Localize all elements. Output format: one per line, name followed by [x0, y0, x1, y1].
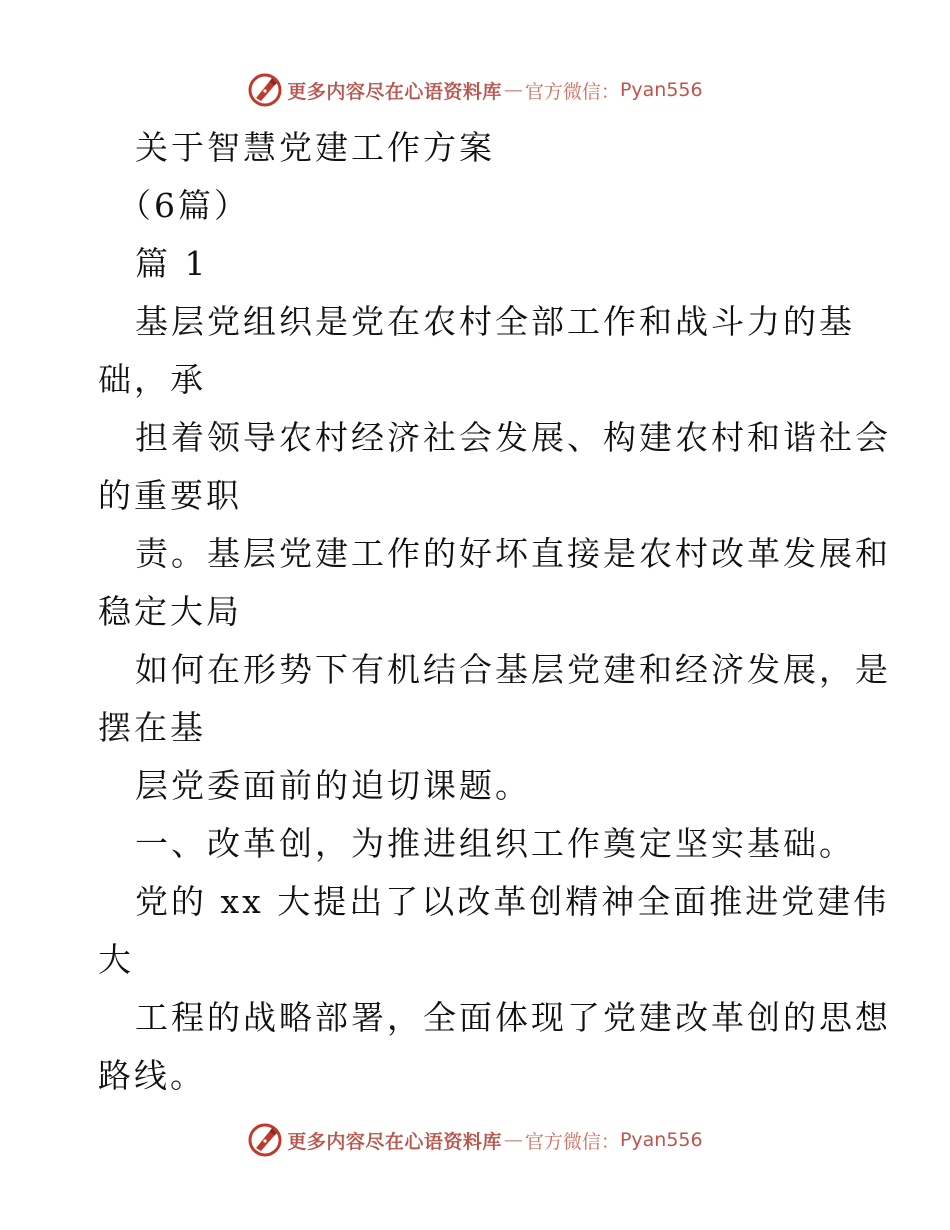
banner-text: 更多内容尽在心语资料库: [287, 80, 502, 103]
paragraph-line: 如何在形势下有机结合基层党建和经济发展，是: [135, 650, 891, 689]
banner-wechat-id: Pyan556: [619, 1129, 703, 1151]
banner-wechat-id: Pyan556: [619, 79, 703, 101]
pen-nib-logo-icon: [247, 72, 283, 108]
paragraph-line: 责。基层党建工作的好坏直接是农村改革发展和: [135, 534, 891, 573]
paragraph-line: 路线。: [98, 1056, 206, 1095]
paragraph-line: 党的 xx 大提出了以改革创精神全面推进党建伟: [135, 882, 890, 921]
paragraph-line: 稳定大局: [98, 592, 242, 631]
document-title: 关于智慧党建工作方案: [135, 128, 495, 167]
header-banner: [0, 68, 950, 112]
footer-banner: [0, 1118, 950, 1162]
banner-separator: —: [503, 1129, 523, 1151]
paragraph-line: 摆在基: [98, 708, 206, 747]
paragraph-line: 层党委面前的迫切课题。: [135, 766, 531, 805]
paragraph-line: 工程的战略部署，全面体现了党建改革创的思想: [135, 998, 891, 1037]
banner-separator: —: [503, 79, 523, 101]
pen-nib-logo-icon: [247, 1122, 283, 1158]
banner-suffix: 官方微信：: [524, 1130, 620, 1153]
paragraph-line: 的重要职: [98, 476, 242, 515]
heading-line: 一、改革创，为推进组织工作奠定坚实基础。: [135, 824, 855, 863]
paragraph-line: 础，承: [98, 360, 206, 399]
section-heading: 篇 1: [135, 244, 209, 283]
document-subtitle: （6篇）: [118, 186, 250, 225]
banner-text: 更多内容尽在心语资料库: [287, 1130, 502, 1153]
paragraph-line: 大: [98, 940, 134, 979]
banner-suffix: 官方微信：: [524, 80, 620, 103]
paragraph-line: 基层党组织是党在农村全部工作和战斗力的基: [135, 302, 855, 341]
paragraph-line: 担着领导农村经济社会发展、构建农村和谐社会: [135, 418, 891, 457]
